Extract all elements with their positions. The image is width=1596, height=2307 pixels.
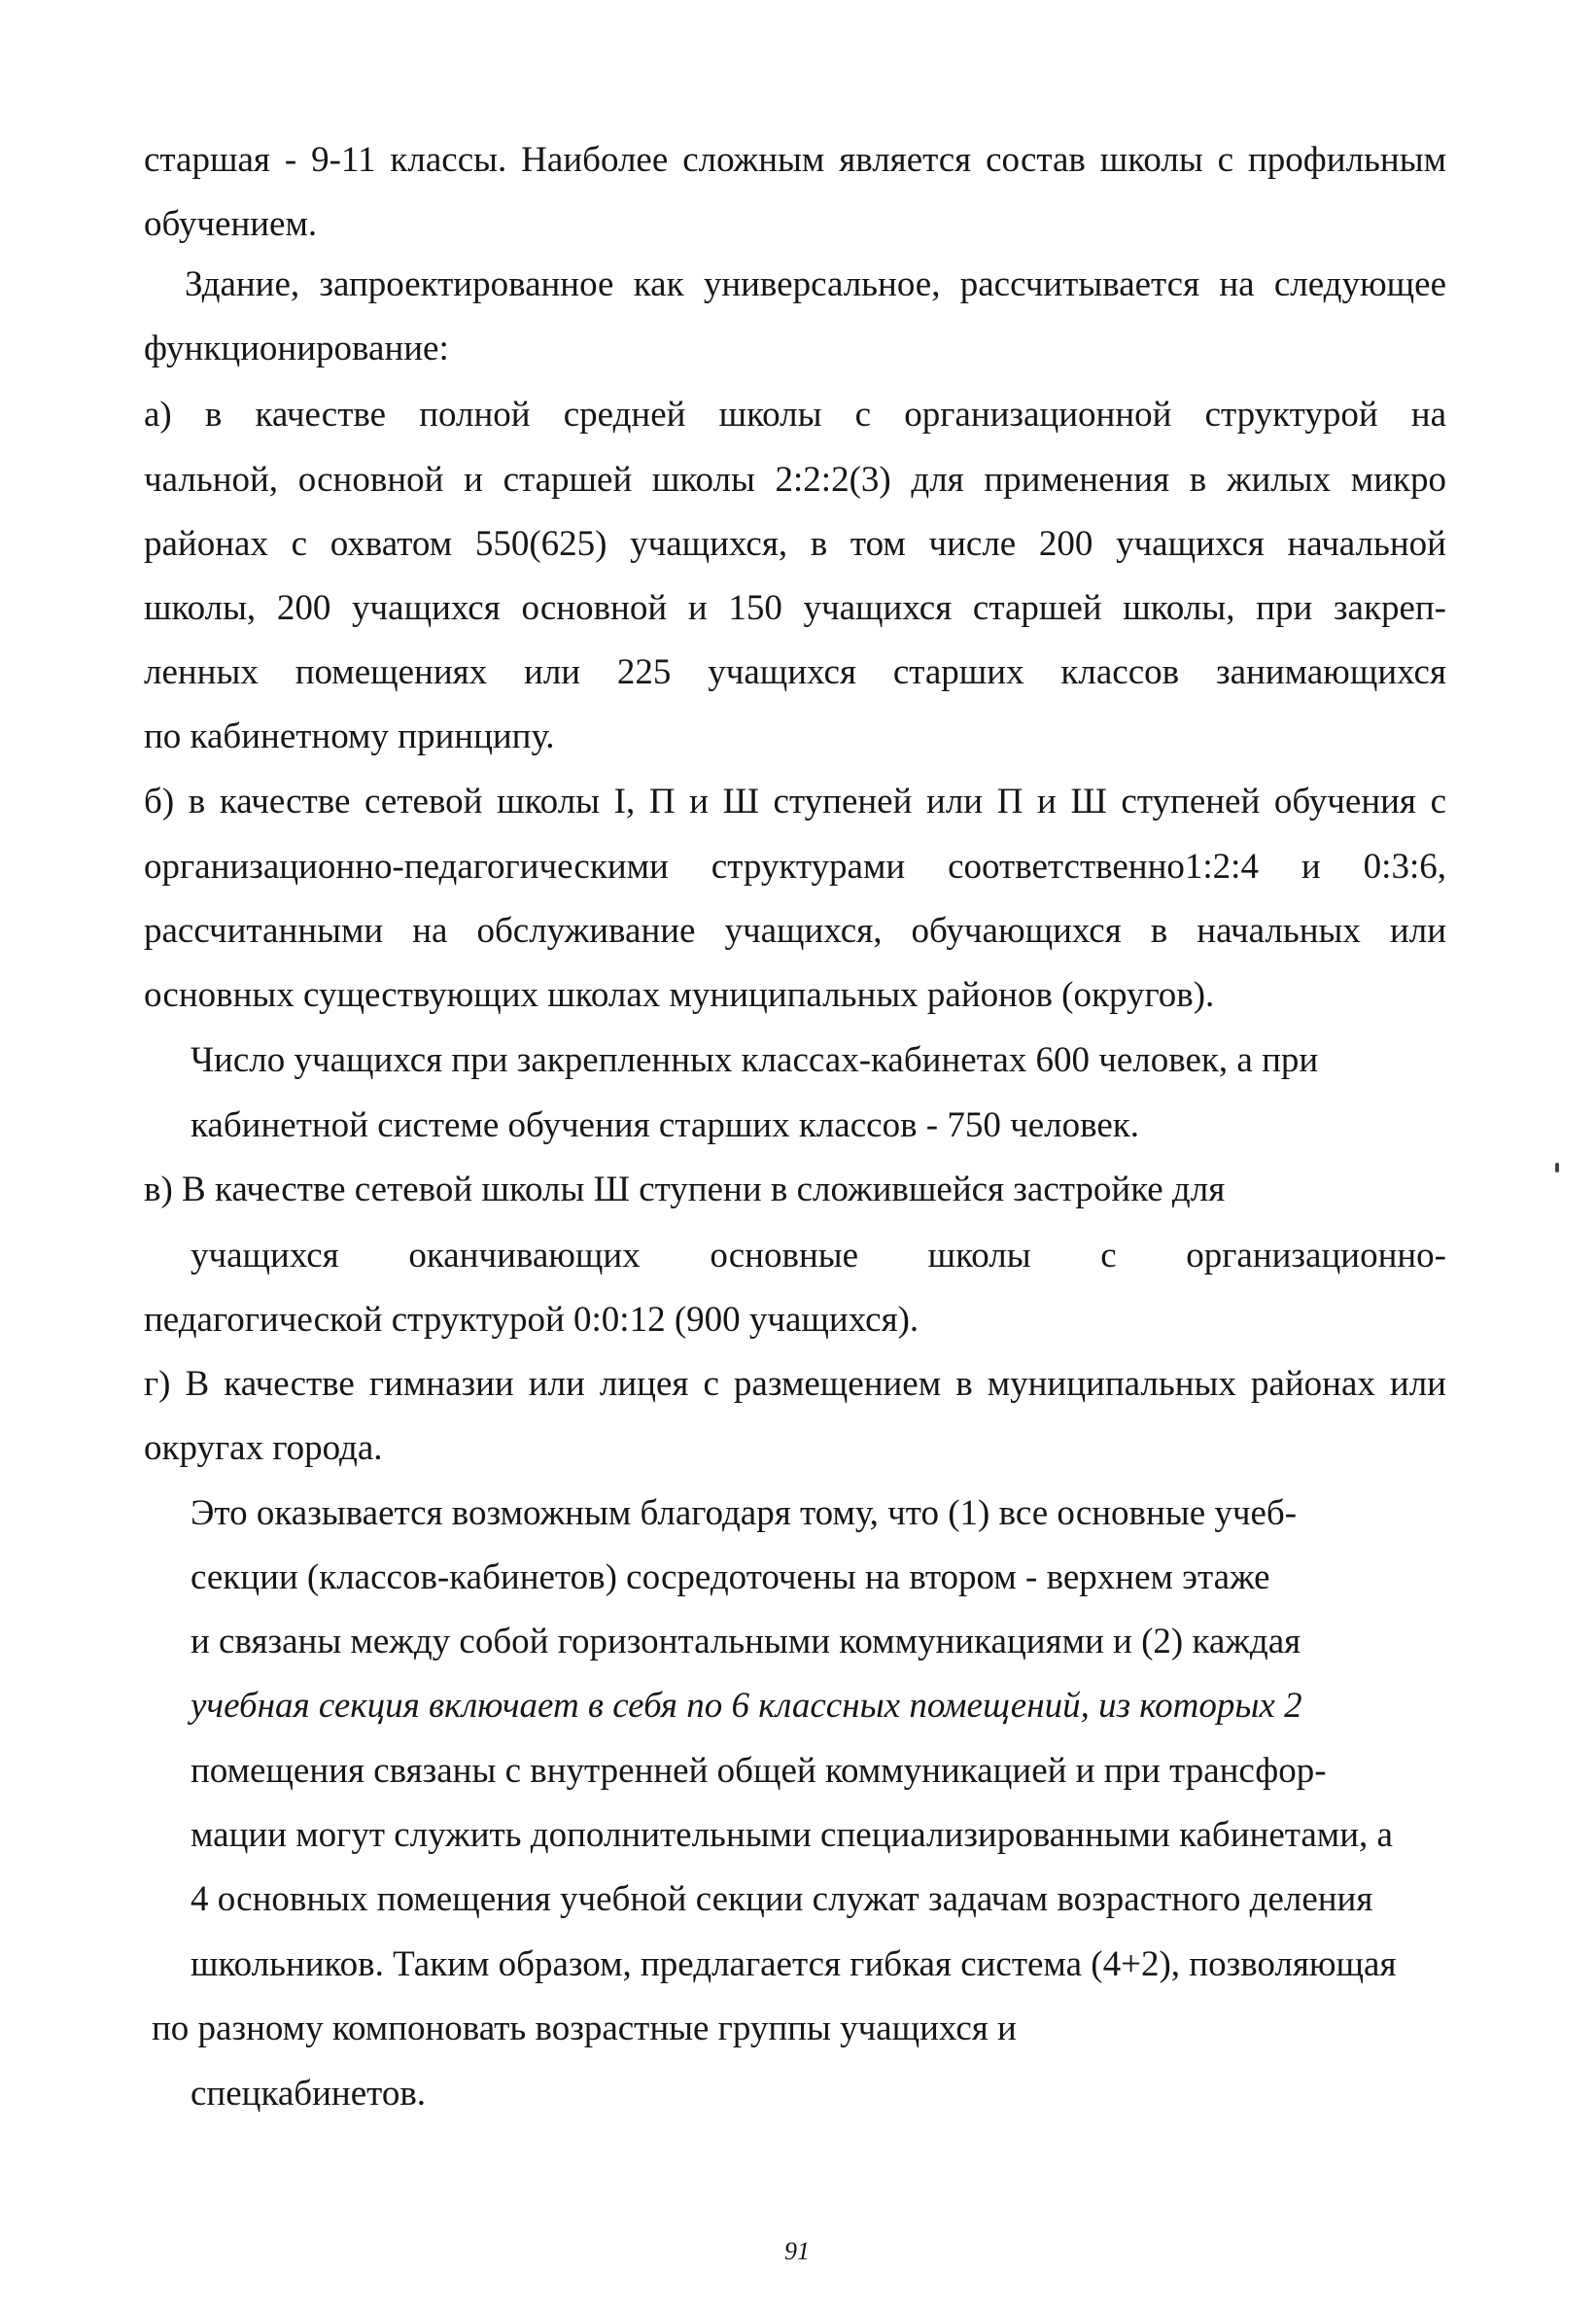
text-line: по кабинетному принципу. — [144, 717, 555, 756]
text-line: обучением. — [144, 204, 318, 244]
text-line: Здание, запроектированное как универсальное, рассчитывается на следующее — [185, 264, 1446, 304]
text-line: спецкабинетов. — [191, 2074, 427, 2114]
text-line: организационно-педагогическими структурами соответственно1:2:4 и 0:3:6, — [144, 847, 1446, 887]
text-line: основных существующих школах муниципальных районов (округов). — [144, 975, 1215, 1015]
text-line: секции (классов-кабинетов) сосредоточены на втором - верхнем этаже — [191, 1557, 1270, 1597]
text-line: учащихся оканчивающих основные школы с организационно- — [191, 1236, 1446, 1276]
text-line: Число учащихся при закрепленных классах-кабинетах 600 человек, а при — [191, 1040, 1319, 1080]
text-line: г) В качестве гимназии или лицея с размещением в муниципальных районах или — [144, 1364, 1446, 1404]
text-line: районах с охватом 550(625) учащихся, в том числе 200 учащихся начальной — [144, 524, 1446, 564]
text-line: по разному компоновать возрастные группы учащихся и — [152, 2009, 1017, 2048]
text-line: в) В качестве сетевой школы Ш ступени в сложившейся застройке для — [144, 1170, 1226, 1209]
text-line: школьников. Таким образом, предлагается гибкая система (4+2), позволяющая — [191, 1944, 1397, 1984]
text-line: функционирование: — [144, 329, 449, 368]
text-line: педагогической структурой 0:0:12 (900 учащихся). — [144, 1300, 919, 1340]
text-line: старшая - 9-11 классы. Наиболее сложным является состав школы с профильным — [144, 140, 1446, 180]
scan-speck — [1555, 1163, 1559, 1172]
text-line: учебная секция включает в себя по 6 классных помещений, из которых 2 — [191, 1686, 1302, 1726]
text-line: школы, 200 учащихся основной и 150 учащихся старшей школы, при закреп- — [144, 588, 1446, 628]
text-line: кабинетной системе обучения старших классов - 750 человек. — [191, 1105, 1140, 1145]
text-line: 4 основных помещения учебной секции служат задачам возрастного деления — [191, 1879, 1373, 1919]
text-line: мации могут служить дополнительными специализированными кабинетами, а — [191, 1815, 1393, 1855]
text-line: ленных помещениях или 225 учащихся старших классов занимающихся — [144, 652, 1446, 692]
text-line: Это оказывается возможным благодаря тому, что (1) все основные учеб- — [191, 1493, 1298, 1533]
text-line: и связаны между собой горизонтальными коммуникациями и (2) каждая — [191, 1622, 1301, 1661]
text-line: чальной, основной и старшей школы 2:2:2(3) для применения в жилых микро — [144, 460, 1446, 500]
text-line: помещения связаны с внутренней общей коммуникацией и при трансфор- — [191, 1751, 1327, 1791]
text-line: рассчитанными на обслуживание учащихся, обучающихся в начальных или — [144, 911, 1446, 951]
text-line: округах города. — [144, 1428, 383, 1468]
text-line: а) в качестве полной средней школы с организационной структурой на — [144, 395, 1446, 435]
text-line: б) в качестве сетевой школы I, П и Ш ступеней или П и Ш ступеней обучения с — [144, 782, 1446, 821]
page-number: 91 — [784, 2237, 810, 2265]
